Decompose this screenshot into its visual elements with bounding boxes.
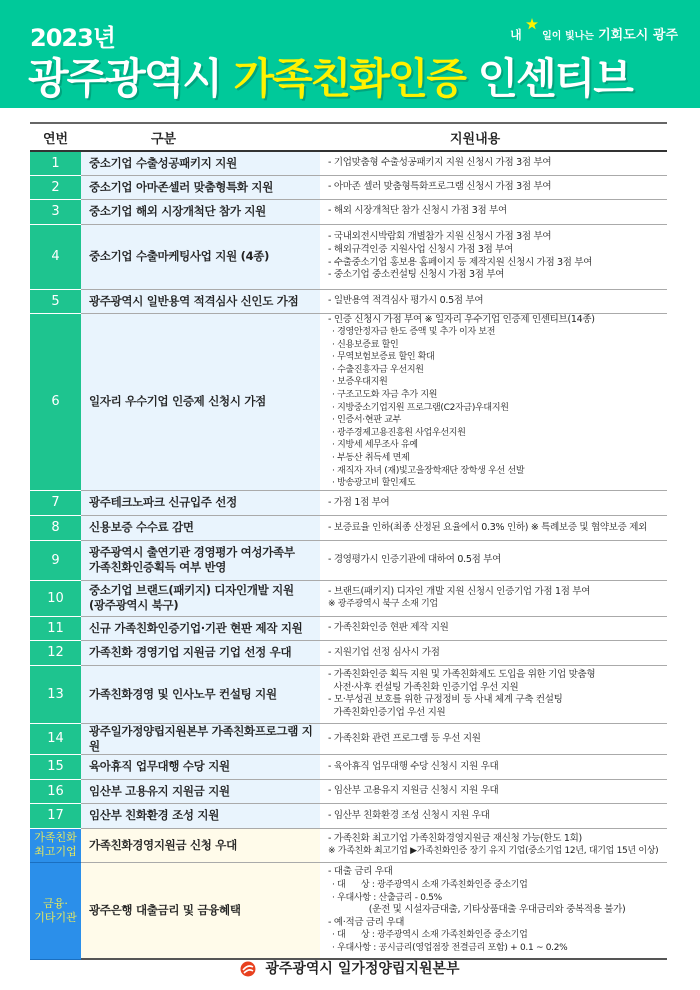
row-content [320, 779, 667, 803]
row-content [320, 723, 667, 754]
category-line: 일자리 우수기업 인증제 신청시 가점 [89, 394, 266, 409]
content-line: · 재직자 자녀 (재)빛고을장학재단 장학생 우선 선발 [332, 465, 525, 476]
row-number: 6 [30, 313, 81, 490]
content-line: - 브랜드(패키지) 디자인 개발 지원 신청시 인증기업 가점 1점 부여 [328, 585, 591, 597]
content-line: - 가족친화 최고기업 가족친화경영지원금 재신청 가능(한도 1회) [328, 832, 582, 844]
table-row [30, 828, 667, 862]
table-row [30, 151, 667, 175]
category-line: 중소기업 수출마케팅사업 지원 (4종) [89, 249, 270, 263]
content-line: - 대출 금리 우대 [328, 866, 393, 878]
content-line: - 지원기업 선정 심사시 가점 [328, 646, 440, 658]
table-row [30, 779, 667, 803]
content-line: - 임산부 친화환경 조성 신청시 지원 우대 [328, 809, 490, 821]
content-line: · 우대사항 : 공시금리(영업점장 전결금리 포함) + 0.1 ~ 0.2% [332, 943, 568, 954]
category-line: (광주광역시 북구) [89, 598, 179, 613]
footer-org-name: 광주광역시 일가정양립지원본부 [265, 961, 460, 977]
year-label: 2023년 [30, 24, 115, 52]
content-line: · 우대사항 : 산출금리 - 0.5% [332, 892, 442, 903]
content-line: · 방송광고비 할인제도 [332, 478, 416, 489]
row-number [30, 862, 81, 959]
row-number: 16 [30, 779, 81, 803]
category-line: 중소기업 아마존셀러 맞춤형특화 지원 [89, 179, 274, 194]
row-content [320, 754, 667, 779]
row-number: 10 [30, 580, 81, 616]
row-content [320, 289, 667, 313]
row-number [30, 828, 81, 862]
content-line: 사전·사후 컨설팅 가족친화 인증기업 우선 지원 [328, 681, 519, 693]
content-line: - 보증료율 인하(최종 산정된 요율에서 0.3% 인하) ※ 특례보증 및 협약보증 제외 [328, 521, 648, 533]
content-line: - 인증 신청시 가점 부여 ※ 일자리 우수기업 인증제 인센티브(14종) [328, 313, 595, 325]
table-row [30, 175, 667, 199]
content-line: 가족친화인증기업 우선 지원 [328, 706, 446, 718]
content-line: - 가족친화인증 현판 제작 지원 [328, 622, 449, 634]
content-line: · 보증우대지원 [332, 377, 388, 388]
content-line: - 아마존 셀러 맞춤형특화프로그램 신청시 가점 3점 부여 [328, 180, 552, 192]
row-content [320, 540, 667, 580]
table-row [30, 723, 667, 754]
row-content [320, 313, 667, 490]
category-line: 신규 가족친화인증기업·기관 현판 제작 지원 [89, 620, 303, 635]
slogan-big: 기회도시 광주 [598, 28, 678, 43]
row-group-label-line: 가족친화 [34, 831, 77, 845]
table-row [30, 616, 667, 640]
content-line: - 해외규격인증 지원사업 신청시 가점 3점 부여 [328, 243, 513, 255]
row-category [81, 862, 320, 959]
category-line: 중소기업 브랜드(패키지) 디자인개발 지원 [89, 583, 294, 598]
row-number: 2 [30, 175, 81, 199]
row-category [81, 665, 320, 723]
row-content [320, 515, 667, 540]
row-content [320, 199, 667, 224]
content-line: ※ 광주광역시 북구 소재 기업 [328, 599, 438, 610]
row-content [320, 862, 667, 959]
header-banner [0, 0, 700, 108]
gwangju-emblem-icon [240, 961, 256, 977]
content-line: - 임산부 고용유지 지원금 신청시 지원 우대 [328, 785, 499, 797]
slogan-small-1: 내 [510, 28, 522, 42]
row-category [81, 828, 320, 862]
content-line: - 육아휴직 업무대행 수당 신청시 지원 우대 [328, 760, 499, 772]
row-group-label-line: 기타기관 [34, 910, 77, 924]
row-number: 3 [30, 199, 81, 224]
title-suffix: 인센티브 [477, 54, 632, 103]
category-line: 광주광역시 일반용역 적격심사 신인도 가점 [89, 293, 299, 308]
row-number: 13 [30, 665, 81, 723]
table-row [30, 580, 667, 616]
row-category [81, 289, 320, 313]
row-group-label-line: 금융· [43, 896, 68, 910]
row-number: 17 [30, 803, 81, 828]
content-line: - 해외 시장개척단 참가 신청시 가점 3점 부여 [328, 205, 507, 217]
row-content [320, 580, 667, 616]
content-line: - 중소기업 중소컨설팅 신청시 가점 3점 부여 [328, 269, 505, 281]
row-category [81, 616, 320, 640]
content-line: · 대 상 : 광주광역시 소재 가족친화인증 중소기업 [332, 930, 528, 941]
content-line: - 가족친화 관련 프로그램 등 우선 지원 [328, 732, 481, 744]
category-line: 가족친화경영지원금 신청 우대 [89, 837, 237, 852]
row-content [320, 224, 667, 289]
col-header-number: 연번 [30, 123, 81, 151]
row-category [81, 803, 320, 828]
table-row [30, 640, 667, 665]
col-header-content: 지원내용 [320, 123, 667, 151]
category-line: 가족친화 경영기업 지원금 기업 선정 우대 [89, 645, 292, 660]
category-line: 광주일가정양립지원본부 가족친화프로그램 지원 [89, 723, 313, 753]
row-category [81, 175, 320, 199]
category-line: 광주광역시 출연기관 경영평가 여성가족부 [89, 545, 295, 560]
title-prefix: 광주광역시 [28, 54, 221, 103]
row-category [81, 640, 320, 665]
content-line: · 지방세 세무조사 유예 [332, 440, 418, 451]
table-row [30, 665, 667, 723]
table-row [30, 862, 667, 959]
row-number: 15 [30, 754, 81, 779]
content-line: - 국내외전시박람회 개별참가 지원 신청시 가점 3점 부여 [328, 231, 552, 243]
category-line: 신용보증 수수료 감면 [89, 520, 194, 535]
table-row [30, 515, 667, 540]
table-header-row [30, 123, 667, 151]
row-number: 12 [30, 640, 81, 665]
content-line: - 수출중소기업 홍보용 홈페이지 등 제작지원 신청시 가점 3점 부여 [328, 256, 593, 268]
content-line: - 가점 1점 부여 [328, 496, 390, 508]
row-content [320, 616, 667, 640]
content-line: · 인증서·현판 교부 [332, 415, 402, 426]
row-content [320, 490, 667, 515]
category-line: 중소기업 해외 시장개척단 참가 지원 [89, 204, 266, 218]
row-number: 1 [30, 151, 81, 175]
row-number: 14 [30, 723, 81, 754]
row-number: 8 [30, 515, 81, 540]
category-line: 광주테크노파크 신규입주 선정 [89, 495, 237, 510]
category-line: 중소기업 수출성공패키지 지원 [89, 155, 237, 170]
row-number: 11 [30, 616, 81, 640]
content-line: ※ 가족친화 최고기업 ▶가족친화인증 장기 유지 기업(중소기업 12년, 대기업 15년 이상) [328, 846, 659, 857]
content-line: - 예·적금 금리 우대 [328, 916, 405, 928]
content-line: · 수출진흥자금 우선지원 [332, 364, 424, 375]
row-category [81, 151, 320, 175]
category-line: 육아휴직 업무대행 수당 지원 [89, 759, 230, 774]
row-group-label-line: 최고기업 [34, 845, 77, 859]
content-line: - 모·부성권 보호를 위한 규정정비 등 사내 체계 구축 컨설팅 [328, 694, 563, 706]
row-category [81, 580, 320, 616]
row-number: 9 [30, 540, 81, 580]
row-content [320, 175, 667, 199]
content-line: · 무역보험보증료 할인 확대 [332, 352, 435, 363]
table-row [30, 803, 667, 828]
content-line: · 대 상 : 광주광역시 소재 가족친화인증 중소기업 [332, 880, 528, 891]
table-row [30, 540, 667, 580]
star-icon [526, 18, 538, 30]
category-line: 임산부 친화환경 조성 지원 [89, 808, 220, 823]
row-category [81, 723, 320, 754]
row-category [81, 313, 320, 490]
row-content [320, 828, 667, 862]
table-row [30, 754, 667, 779]
category-line: 임산부 고용유지 지원금 지원 [89, 783, 230, 798]
row-category [81, 224, 320, 289]
row-number: 5 [30, 289, 81, 313]
content-line: · 경영안정자금 한도 증액 및 추가 이자 보전 [332, 327, 496, 338]
row-category [81, 754, 320, 779]
col-header-category: 구분 [81, 123, 320, 151]
table-row [30, 289, 667, 313]
table-row [30, 199, 667, 224]
city-slogan [510, 24, 678, 43]
row-category [81, 199, 320, 224]
row-category [81, 779, 320, 803]
incentive-table [30, 122, 667, 960]
row-content [320, 665, 667, 723]
content-line: (운전 및 시설자금대출, 기타상품대출 우대금리와 중복적용 불가) [328, 904, 626, 916]
table-row [30, 224, 667, 289]
content-line: · 부동산 취득세 면제 [332, 453, 410, 464]
row-content [320, 803, 667, 828]
content-line: - 가족친화인증 획득 지원 및 가족친화제도 도입을 위한 기업 맞춤형 [328, 669, 596, 681]
page-title [28, 46, 632, 106]
content-line: · 광주경제고용진흥원 사업우선지원 [332, 427, 466, 438]
row-category [81, 490, 320, 515]
content-line: - 기업맞춤형 수출성공패키지 지원 신청시 가점 3점 부여 [328, 156, 552, 168]
category-line: 가족친화인증획득 여부 반영 [89, 560, 227, 575]
slogan-small-2: 일이 빛나는 [542, 31, 594, 42]
row-number: 4 [30, 224, 81, 289]
table-row [30, 490, 667, 515]
category-line: 가족친화경영 및 인사노무 컨설팅 지원 [89, 686, 277, 701]
row-content [320, 640, 667, 665]
row-content [320, 151, 667, 175]
row-number: 7 [30, 490, 81, 515]
content-line: · 구조고도화 자금 추가 지원 [332, 390, 438, 401]
footer-org [0, 958, 700, 978]
content-line: - 일반용역 적격심사 평가시 0.5점 부여 [328, 294, 484, 306]
row-category [81, 515, 320, 540]
category-line: 광주은행 대출금리 및 금융혜택 [89, 903, 241, 918]
title-highlight: 가족친화인증 [233, 54, 465, 103]
content-line: · 지방중소기업지원 프로그램(C2자금)우대지원 [332, 402, 509, 413]
table-row [30, 313, 667, 490]
row-category [81, 540, 320, 580]
content-line: · 신용보증료 할인 [332, 339, 399, 350]
content-line: - 경영평가시 인증기관에 대하여 0.5점 부여 [328, 554, 501, 566]
